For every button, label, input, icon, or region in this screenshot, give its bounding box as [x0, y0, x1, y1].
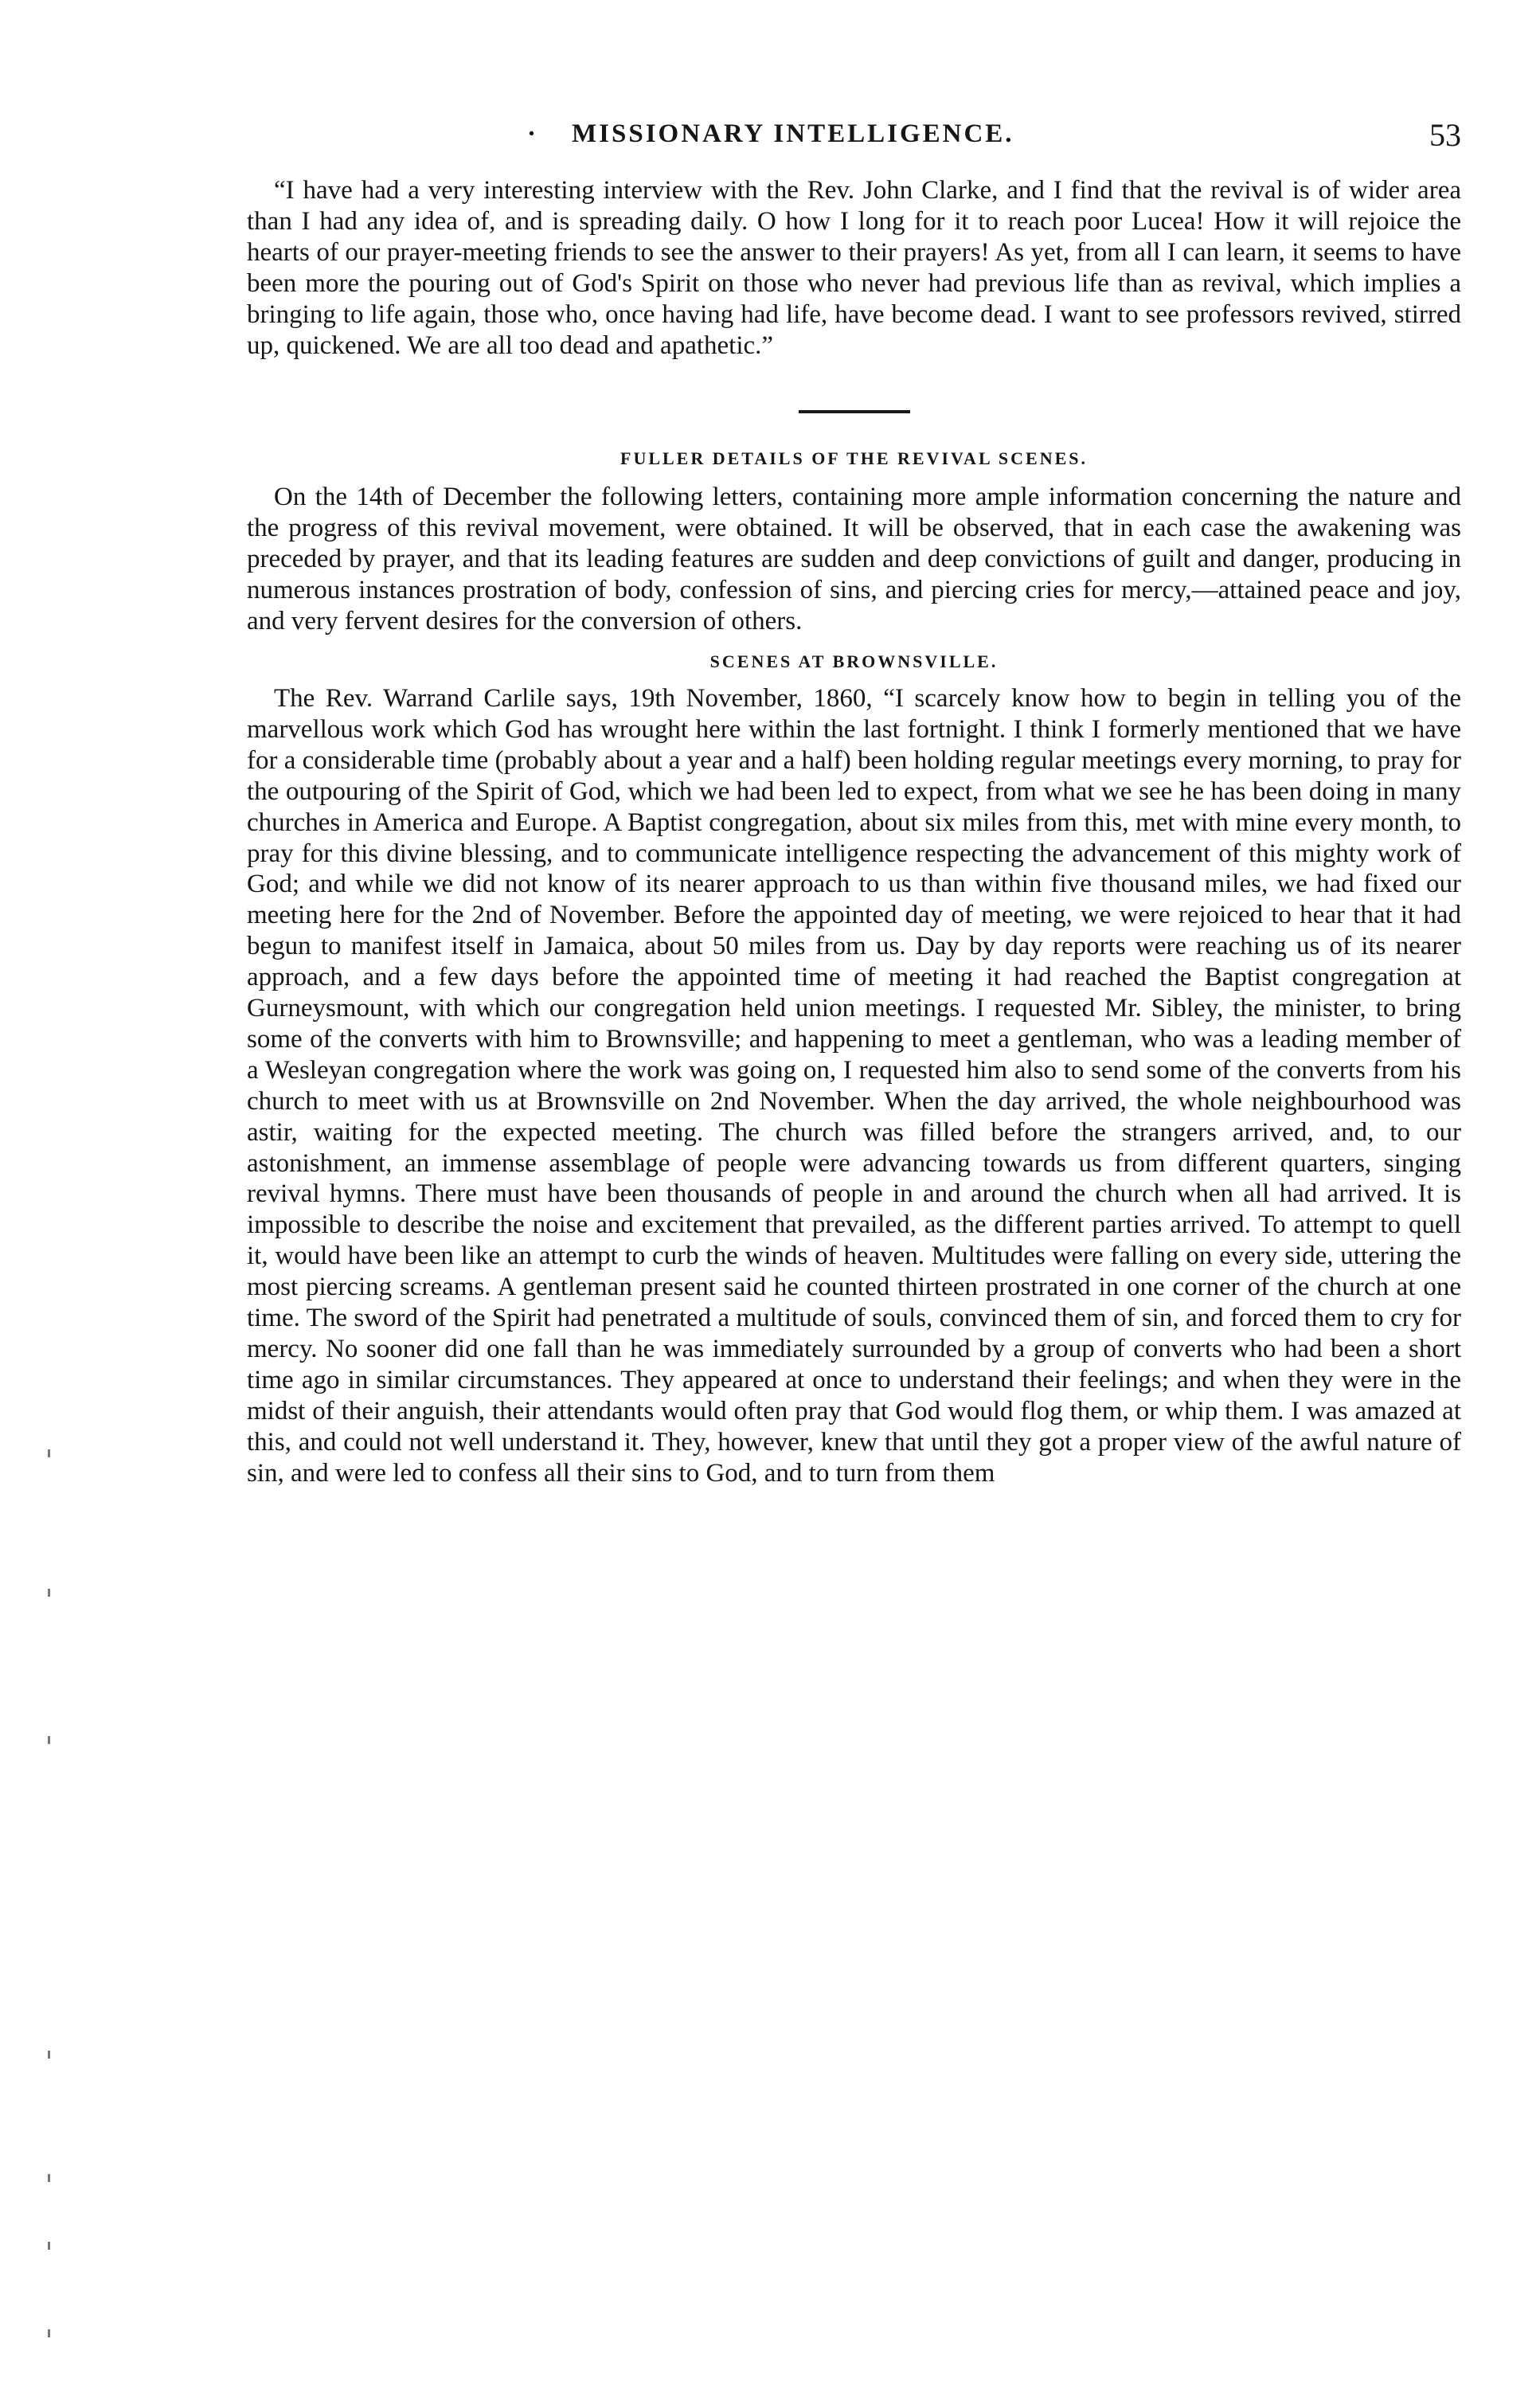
book-page — [247, 119, 1461, 1489]
quoted-letter-paragraph: “I have had a very interesting interview with the Rev. John Clarke, and I find that the revival is of wider area than I had any idea of, and is spreading daily. O how I long for it to reach poor Lucea! How it will rejoice the hearts of our prayer-meeting friends to see the answer to their prayers! As yet, from all I can learn, it seems to have been more the pouring out of God's Spirit on those who never had previous life than as revival, which implies a bringing to life again, those who, once having had life, have become dead. I want to see professors revived, stirred up, quickened. We are all too dead and apathetic.” — [247, 176, 1461, 360]
section-heading-brownsville: SCENES AT BROWNSVILLE. — [709, 651, 999, 671]
brownsville-paragraph: The Rev. Warrand Carlile says, 19th November, 1860, “I scarcely know how to begin in telling you of the marvellous work which God has wrought here within the last fortnight. I think I formerly mentioned that we have for a considerable time (probably about a year and a half) been holding regular meetings every morning, to pray for the outpouring of the Spirit of God, which we had been led to expect, from what we see he has been doing in many churches in America and Europe. A Baptist congregation, about six miles from this, met with mine every month, to pray for this divine blessing, and to communicate intelligence respecting the advancement of this mighty work of God; and while we did not know of its nearer approach to us than within five thousand miles, we had fixed our meeting here for the 2nd of November. Before the appointed day of meeting, we were rejoiced to hear that it had begun to manifest itself in Jamaica, about 50 miles from us. Day by day reports were reaching us of its nearer approach, and a few days before the appointed time of meeting it had reached the Baptist congregation at Gurneysmount, with which our congregation held union meetings. I requested Mr. Sibley, the minister, to bring some of the converts with him to Brownsville; and happening to meet a gentleman, who was a leading member of a Wesleyan congregation where the work was going on, I requested him also to send some of the converts from his church to meet with us at Brownsville on 2nd November. When the day arrived, the whole neighbourhood was astir, waiting for the expected meeting. The church was filled before the strangers arrived, and, to our astonishment, an immense assemblage of people were advancing towards us from different quarters, singing revival hymns. There must have been thousands of people in and around the church when all had arrived. It is impossible to describe the noise and excitement that prevailed, as the different parties arrived. To attempt to quell it, would have been like an attempt to curb the winds of heaven. Multitudes were falling on every side, uttering the most piercing screams. A gentleman present said he counted thirteen prostrated in one corner of the church at one time. The sword of the Spirit had penetrated a multitude of souls, convinced them of sin, and forced them to cry for mercy. No sooner did one fall than he was immediately surrounded by a group of converts who had been a short time ago in similar circumstances. They appeared at once to understand their feelings; and when they were in the midst of their anguish, their attendants would often pray that God would flog them, or whip them. I was amazed at this, and could not well understand it. They, however, knew that until they got a proper view of the awful nature of sin, and were led to confess all their sins to God, and to turn from them — [247, 683, 1461, 1488]
margin-mark — [48, 1589, 50, 1597]
section-divider-rule — [799, 410, 910, 413]
section-heading-revival-details: FULLER DETAILS OF THE REVIVAL SCENES. — [620, 448, 1088, 469]
margin-mark — [48, 1449, 50, 1457]
margin-mark — [48, 1736, 50, 1744]
page-margin-marks — [48, 0, 64, 2405]
margin-mark — [48, 2329, 50, 2337]
running-title: MISSIONARY INTELLIGENCE. — [572, 119, 1014, 148]
revival-details-paragraph: On the 14th of December the following letters, containing more ample information concerning the nature and the progress of this revival movement, were obtained. It will be observed, that in each case the awakening was preceded by prayer, and that its leading features are sudden and deep convictions of guilt and danger, producing in numerous instances prostration of body, confession of sins, and piercing cries for mercy,—attained peace and joy, and very fervent desires for the conversion of others. — [247, 483, 1461, 636]
header-dot: · — [527, 119, 539, 148]
margin-mark — [48, 2242, 50, 2250]
page-number: 53 — [1429, 117, 1461, 153]
margin-mark — [48, 2174, 50, 2182]
margin-mark — [48, 2051, 50, 2059]
running-header — [247, 119, 1461, 175]
